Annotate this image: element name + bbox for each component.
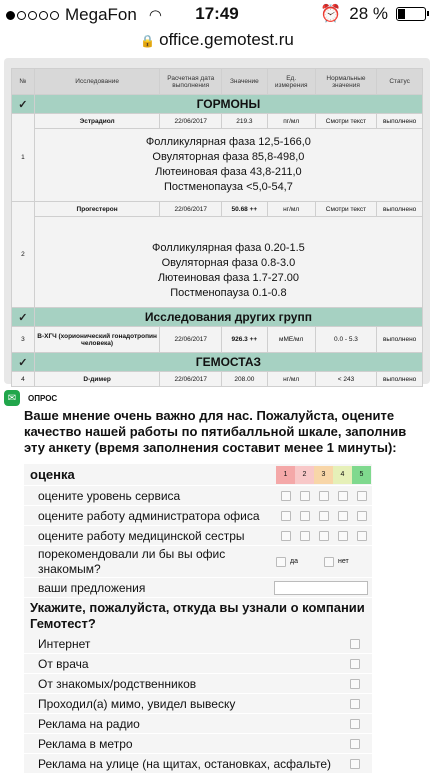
rating-checkbox[interactable] (281, 531, 291, 541)
scale-1: 1 (276, 466, 295, 484)
source-checkbox[interactable] (350, 759, 360, 769)
test-norm: 0.0 - 5.3 (315, 327, 377, 353)
yes-checkbox[interactable] (276, 557, 286, 567)
source-label: Реклама на радио (38, 716, 140, 731)
source-question: Укажите, пожалуйста, откуда вы узнали о компании Гемотест? (24, 598, 372, 634)
norm-line: Фолликулярная фаза 12,5-166,0 (145, 136, 311, 148)
rating-header: оценка (30, 467, 75, 482)
row-num: 1 (12, 114, 35, 202)
test-norm: Смотри текст (315, 202, 377, 217)
list-item (24, 634, 372, 654)
source-checkbox[interactable] (350, 639, 360, 649)
question-label: оцените работу медицинской сестры (38, 528, 245, 543)
scale-4: 4 (333, 466, 352, 484)
test-date: 22/06/2017 (160, 114, 222, 129)
norms-text (34, 129, 422, 202)
source-checkbox[interactable] (350, 659, 360, 669)
table-row (12, 114, 423, 129)
alarm-icon: ⏰ (320, 4, 342, 23)
rating-checkbox[interactable] (281, 491, 291, 501)
row-num: 2 (12, 202, 35, 308)
poll-intro: Ваше мнение очень важно для нас. Пожалуйста, оцените качество нашей работы по пятибалльной шкале, заполнив эту анкету (время заполнения составит менее 1 минуты): (24, 408, 407, 455)
test-value: 50.68 ++ (222, 202, 268, 217)
test-value: 219.3 (222, 114, 268, 129)
rating-checkbox[interactable] (338, 531, 348, 541)
test-status: выполнено (377, 327, 423, 353)
test-name: D-димер (34, 372, 160, 387)
rating-checkbox[interactable] (300, 531, 310, 541)
test-unit: нг/мл (267, 202, 315, 217)
row-num: 3 (12, 327, 35, 353)
carrier-name: MegaFon (65, 5, 137, 24)
test-unit: пг/мл (267, 114, 315, 129)
norms-text (34, 217, 422, 308)
test-status: выполнено (377, 114, 423, 129)
source-checkbox[interactable] (350, 719, 360, 729)
wifi-icon: ◠ (148, 7, 162, 24)
rating-options (276, 487, 372, 505)
url-text: office.gemotest.ru (159, 30, 294, 49)
rating-question-row (24, 526, 372, 546)
test-norm: < 243 (315, 372, 377, 387)
rating-checkbox[interactable] (319, 511, 329, 521)
results-card (4, 58, 430, 384)
suggestions-label: ваши предложения (38, 580, 146, 595)
norm-line: Фолликулярная фаза 0.20-1.5 (152, 242, 305, 254)
clock: 17:49 (195, 4, 239, 23)
scale-3: 3 (314, 466, 333, 484)
test-status: выполнено (377, 372, 423, 387)
source-label: Проходил(а) мимо, увидел вывеску (38, 696, 236, 711)
rating-checkbox[interactable] (338, 491, 348, 501)
survey-form (24, 464, 372, 774)
rating-checkbox[interactable] (357, 531, 367, 541)
rating-options (276, 527, 372, 545)
norm-line: Овуляторная фаза 85,8-498,0 (152, 151, 305, 163)
yes-label: да (290, 558, 298, 565)
scale-5: 5 (352, 466, 371, 484)
table-header-row (12, 69, 423, 95)
group-check-icon[interactable]: ✓ (12, 308, 35, 327)
address-bar[interactable] (0, 30, 434, 54)
rating-question-row (24, 486, 372, 506)
suggestions-row (24, 578, 372, 598)
recommend-row (24, 546, 372, 578)
source-label: Реклама в метро (38, 736, 133, 751)
source-label: Интернет (38, 636, 91, 651)
col-header-num: № (12, 69, 35, 95)
test-name: В-ХГЧ (хорионический гонадотропин человека) (34, 327, 160, 353)
col-header-test: Исследование (34, 69, 160, 95)
source-label: Реклама на улице (на щитах, остановках, асфальте) (38, 756, 332, 771)
suggestions-input[interactable] (274, 581, 368, 595)
page-content (0, 54, 434, 770)
table-row (12, 372, 423, 387)
test-status: выполнено (377, 202, 423, 217)
source-checkbox[interactable] (350, 699, 360, 709)
list-item (24, 674, 372, 694)
chat-icon: ✉ (4, 390, 20, 406)
col-header-unit: Ед. измерения (267, 69, 315, 95)
status-bar (0, 0, 434, 30)
test-date: 22/06/2017 (160, 372, 222, 387)
table-row (12, 327, 423, 353)
list-item (24, 654, 372, 674)
norm-line: Лютеиновая фаза 1.7-27.00 (157, 272, 300, 284)
norm-line: Постменопауза <5,0-54,7 (163, 181, 293, 193)
group-title: ГОРМОНЫ (34, 95, 422, 114)
row-num: 4 (12, 372, 35, 387)
group-title: ГЕМОСТАЗ (34, 353, 422, 372)
col-header-status: Статус (377, 69, 423, 95)
rating-header-row (24, 464, 372, 486)
list-item (24, 694, 372, 714)
list-item (24, 754, 372, 774)
battery-percent: 28 % (349, 4, 388, 23)
source-checkbox[interactable] (350, 679, 360, 689)
rating-checkbox[interactable] (319, 491, 329, 501)
rating-checkbox[interactable] (300, 511, 310, 521)
test-norm: Смотри текст (315, 114, 377, 129)
rating-checkbox[interactable] (281, 511, 291, 521)
norms-row (12, 217, 423, 308)
group-row-hemostasis (12, 353, 423, 372)
table-row (12, 202, 423, 217)
rating-checkbox[interactable] (357, 491, 367, 501)
rating-options (276, 507, 372, 525)
source-label: От врача (38, 656, 89, 671)
test-value: 926.3 ++ (222, 327, 268, 353)
rating-checkbox[interactable] (300, 491, 310, 501)
question-label: оцените уровень сервиса (38, 488, 181, 503)
battery-icon (396, 7, 426, 21)
test-name: Эстрадиол (34, 114, 160, 129)
group-row-other (12, 308, 423, 327)
norms-row (12, 129, 423, 202)
norm-line: Постменопауза 0.1-0.8 (170, 287, 287, 299)
rating-question-row (24, 506, 372, 526)
col-header-norm: Нормальные значения (315, 69, 377, 95)
source-checkbox[interactable] (350, 739, 360, 749)
source-label: От знакомых/родственников (38, 676, 197, 691)
list-item (24, 734, 372, 754)
poll-title: ОПРОС (28, 393, 58, 403)
group-check-icon[interactable]: ✓ (12, 353, 35, 372)
rating-scale (276, 466, 372, 484)
col-header-date: Расчетная дата выполнения (160, 69, 222, 95)
results-table (11, 68, 423, 387)
col-header-value: Значение (222, 69, 268, 95)
rating-checkbox[interactable] (338, 511, 348, 521)
test-value: 208.00 (222, 372, 268, 387)
group-title: Исследования других групп (34, 308, 422, 327)
source-list (24, 634, 372, 774)
poll-header (4, 390, 57, 406)
test-unit: мМЕ/мл (267, 327, 315, 353)
no-checkbox[interactable] (324, 557, 334, 567)
list-item (24, 714, 372, 734)
norm-line: Лютеиновая фаза 43,8-211,0 (155, 166, 302, 178)
norm-line: Овуляторная фаза 0.8-3.0 (161, 257, 296, 269)
test-unit: нг/мл (267, 372, 315, 387)
group-check-icon[interactable]: ✓ (12, 95, 35, 114)
test-name: Прогестерон (34, 202, 160, 217)
test-date: 22/06/2017 (160, 327, 222, 353)
rating-checkbox[interactable] (357, 511, 367, 521)
recommend-options (276, 557, 372, 567)
question-label: оцените работу администратора офиса (38, 508, 260, 523)
test-date: 22/06/2017 (160, 202, 222, 217)
recommend-label: порекомендовали ли бы вы офис знакомым? (38, 546, 226, 576)
lock-icon: 🔒 (140, 34, 156, 48)
rating-checkbox[interactable] (319, 531, 329, 541)
group-row-hormones (12, 95, 423, 114)
status-right (320, 4, 426, 24)
no-label: нет (337, 558, 349, 565)
scale-2: 2 (295, 466, 314, 484)
